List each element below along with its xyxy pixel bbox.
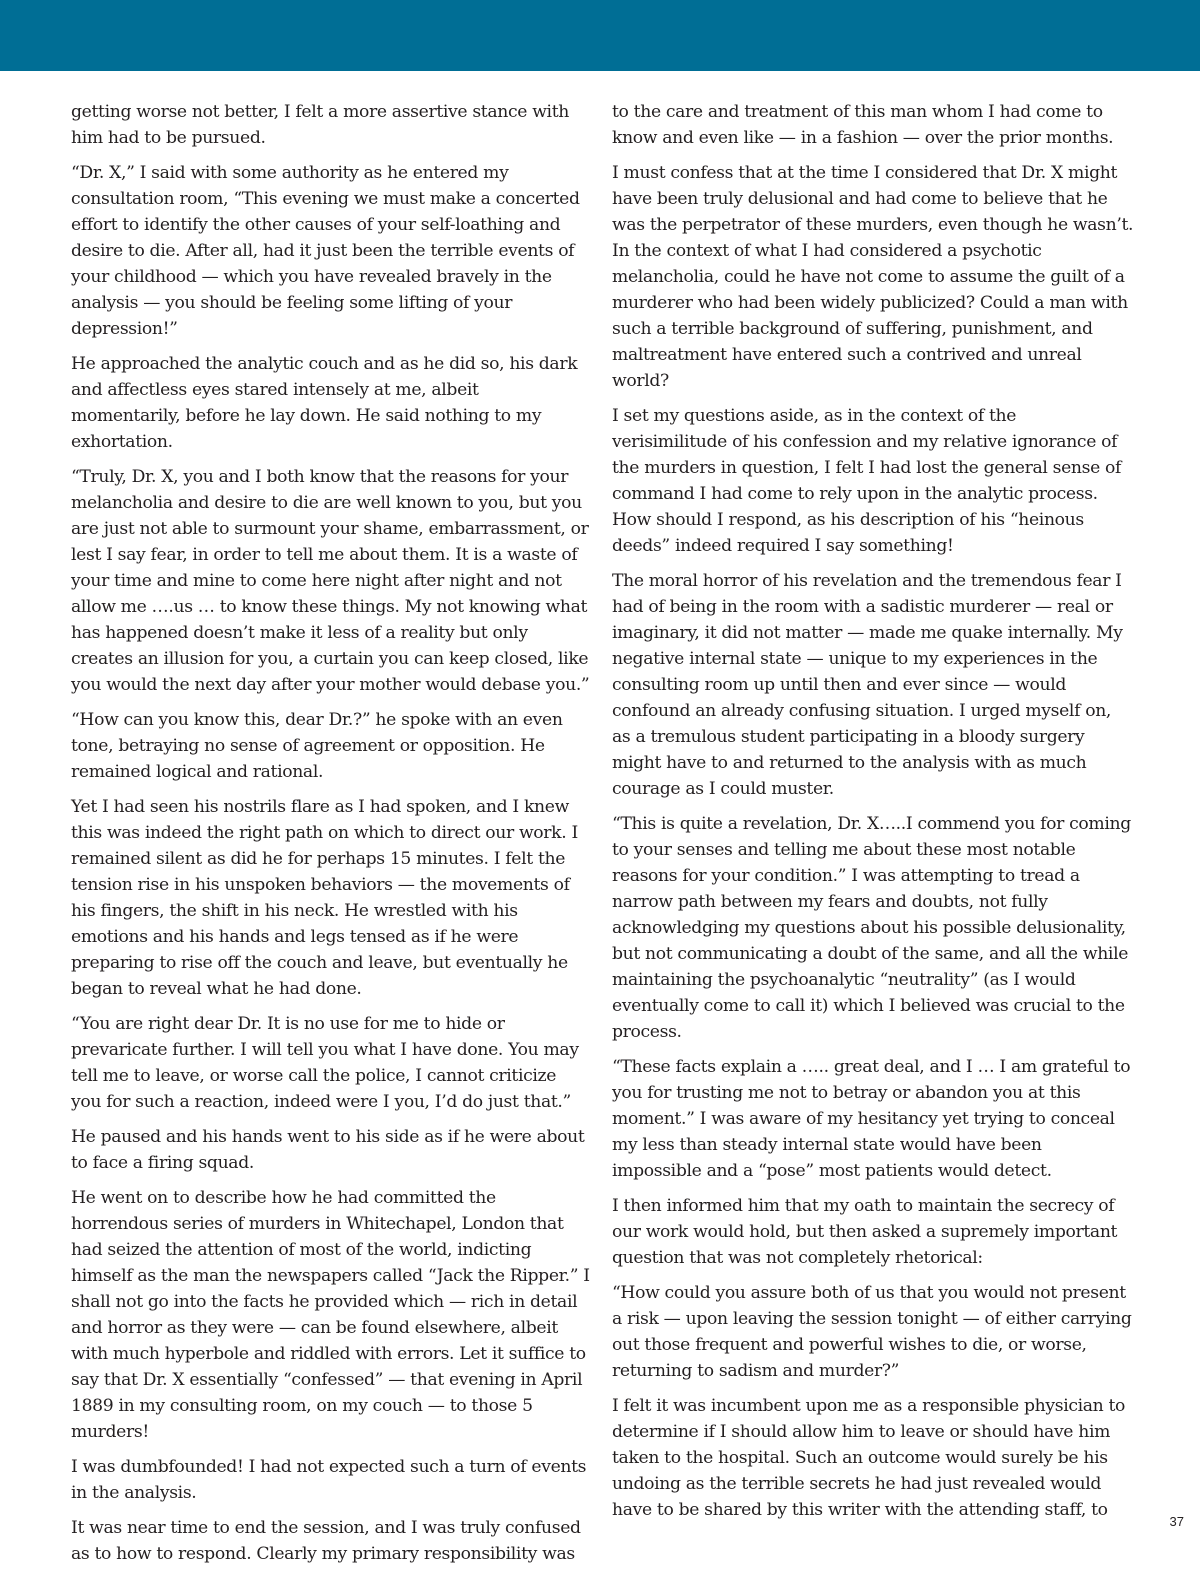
paragraph: “Dr. X,” I said with some authority as he entered my consultation room, “This evening we must make a concerted effort to identify the other causes of your self-loathing and desire to die. After all, had it just been the terrible events of your childhood — which you have revealed bravely in the analysis — you should be feeling some lifting of your depression!” — [71, 163, 580, 339]
paragraph: I must confess that at the time I considered that Dr. X might have been truly delusional and had come to believe that he was the perpetrator of these murders, even though he wasn’t. In the context of what I had considered a psychotic melancholia, could he have not come to assume the guilt of a murderer who had been widely publicized? Could a man with such a terrible background of suffering, punishment, and maltreatment have entered such a contrived and unreal world? — [612, 163, 1134, 391]
header-band — [0, 0, 1200, 71]
paragraph: The moral horror of his revelation and the tremendous fear I had of being in the room with a sadistic murderer — real or imaginary, it did not matter — made me quake internally. My negative internal state — unique to my experiences in the consulting room up until then and ever since — would confound an already confusing situation. I urged myself on, as a tremulous student participating in a bloody surgery might have to and returned to the analysis with as much courage as I could muster. — [612, 571, 1123, 799]
left-column — [71, 99, 591, 1576]
paragraph: He paused and his hands went to his side as if he were about to face a firing squad. — [71, 1127, 585, 1173]
paragraph: “Truly, Dr. X, you and I both know that the reasons for your melancholia and desire to die are well known to you, but you are just not able to surmount your shame, embarrassment, or lest I say fear, in order to tell me about them. It is a waste of your time and mine to come here night after night and not allow me ….us … to know these things. My not knowing what has happened doesn’t make it less of a reality but only creates an illusion for you, a curtain you can keep closed, like you would the next day after your mother would debase you.” — [71, 467, 590, 695]
paragraph: He approached the analytic couch and as he did so, his dark and affectless eyes stared intensely at me, albeit momentarily, before he lay down. He said nothing to my exhortation. — [71, 354, 578, 452]
paragraph: Yet I had seen his nostrils flare as I had spoken, and I knew this was indeed the right path on which to direct our work. I remained silent as did he for perhaps 15 minutes. I felt the tension rise in his unspoken behaviors — the movements of his fingers, the shift in his neck. He wrestled with his emotions and his hands and legs tensed as if he were preparing to rise off the couch and leave, but eventually he began to reveal what he had done. — [71, 797, 578, 999]
paragraph: I then informed him that my oath to maintain the secrecy of our work would hold, but then asked a supremely important question that was not completely rhetorical: — [612, 1196, 1118, 1268]
paragraph: It was near time to end the session, and I was truly confused as to how to respond. Clearly my primary responsibility was — [71, 1518, 581, 1564]
page-number: 37 — [1169, 1514, 1184, 1529]
paragraph: He went on to describe how he had committed the horrendous series of murders in Whitechapel, London that had seized the attention of most of the world, indicting himself as the man the newspapers called “Jack the Ripper.” I shall not go into the facts he provided which — rich in detail and horror as they were — can be found elsewhere, albeit with much hyperbole and riddled with errors. Let it suffice to say that Dr. X essentially “confessed” — that evening in April 1889 in my consulting room, on my couch — to those 5 murders! — [71, 1188, 590, 1442]
paragraph: “How can you know this, dear Dr.?” he spoke with an even tone, betraying no sense of agreement or opposition. He remained logical and rational. — [71, 710, 563, 782]
paragraph: “This is quite a revelation, Dr. X…..I commend you for coming to your senses and telling me about these most notable reasons for your condition.” I was attempting to tread a narrow path between my fears and doubts, not fully acknowledging my questions about his possible delusionality, but not communicating a doubt of the same, and all the while maintaining the psychoanalytic “neutrality” (as I would eventually come to call it) which I believed was crucial to the process. — [612, 814, 1131, 1042]
paragraph: I was dumbfounded! I had not expected such a turn of events in the analysis. — [71, 1457, 587, 1503]
paragraph: getting worse not better, I felt a more assertive stance with him had to be pursued. — [71, 102, 569, 148]
paragraph: to the care and treatment of this man whom I had come to know and even like — in a fashion — over the prior months. — [612, 102, 1114, 148]
paragraph: I set my questions aside, as in the context of the verisimilitude of his confession and my relative ignorance of the murders in question, I felt I had lost the general sense of command I had come to rely upon in the analytic process. How should I respond, as his description of his “heinous deeds” indeed required I say something! — [612, 406, 1122, 556]
paragraph: “You are right dear Dr. It is no use for me to hide or prevaricate further. I will tell you what I have done. You may tell me to leave, or worse call the police, I cannot criticize you for such a reaction, indeed were I you, I’d do just that.” — [71, 1014, 579, 1112]
paragraph: “How could you assure both of us that you would not present a risk — upon leaving the session tonight — of either carrying out those frequent and powerful wishes to die, or worse, returning to sadism and murder?” — [612, 1283, 1132, 1381]
paragraph: “These facts explain a ….. great deal, and I … I am grateful to you for trusting me not to betray or abandon you at this moment.” I was aware of my hesitancy yet trying to conceal my less than steady internal state would have been impossible and a “pose” most patients would detect. — [612, 1057, 1131, 1181]
right-column — [612, 99, 1134, 1532]
paragraph: I felt it was incumbent upon me as a responsible physician to determine if I should allow him to leave or should have him taken to the hospital. Such an outcome would surely be his undoing as the terrible secrets he had just revealed would have to be shared by this writer with the attending staff, to — [612, 1396, 1126, 1520]
